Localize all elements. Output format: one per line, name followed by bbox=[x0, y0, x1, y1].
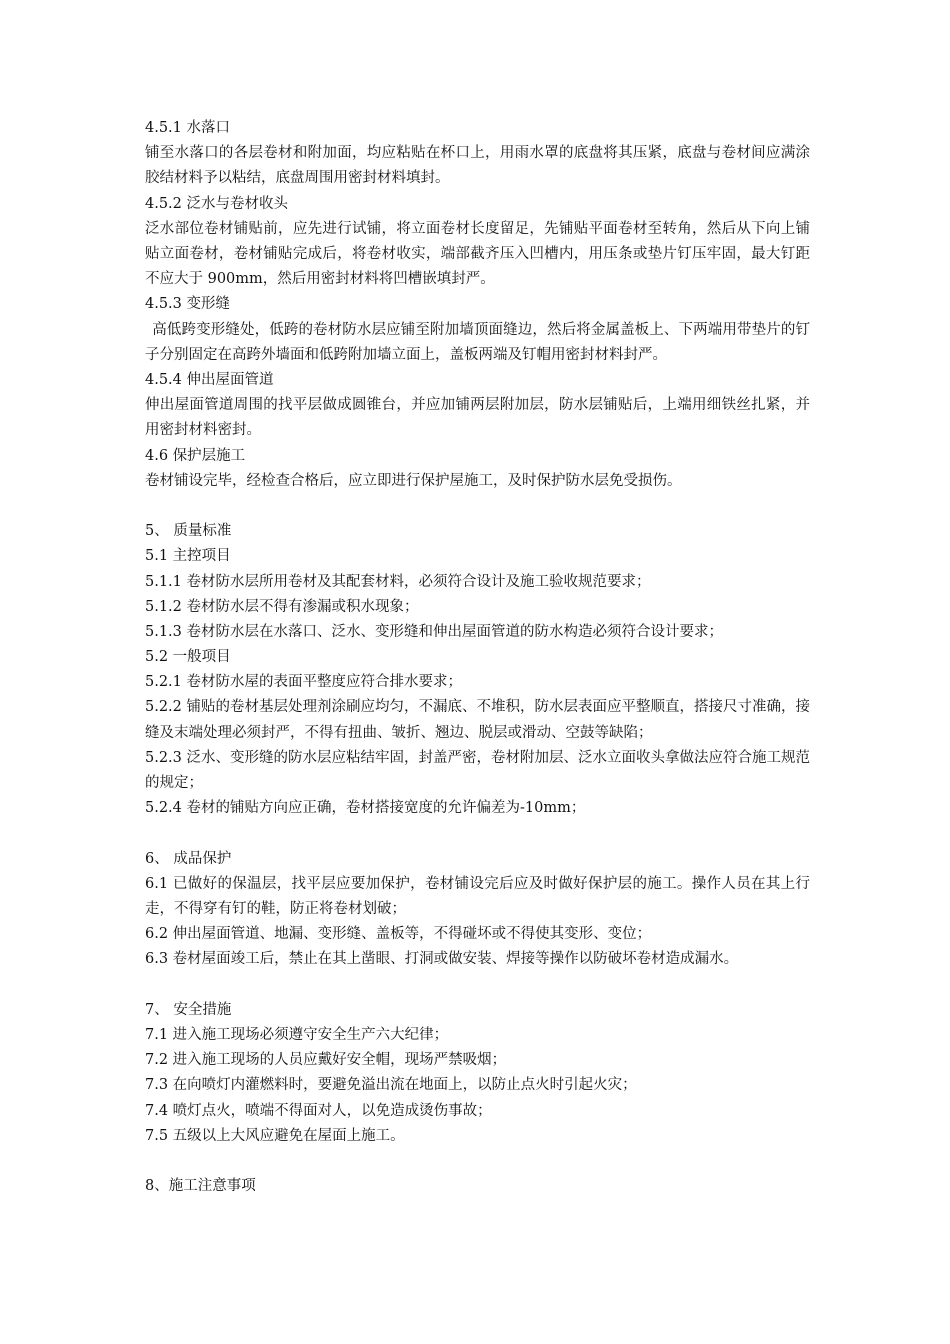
blank-line bbox=[145, 821, 810, 846]
item-5-2-3: 5.2.3 泛水、变形缝的防水层应粘结牢固，封盖严密，卷材附加层、泛水立面收头拿做法应符合施工规范的规定； bbox=[145, 749, 810, 792]
item-7-1: 7.1 进入施工现场必须遵守安全生产六大纪律； bbox=[145, 1027, 449, 1043]
item-5-2-4: 5.2.4 卷材的铺贴方向应正确，卷材搭接宽度的允许偏差为-10mm； bbox=[145, 800, 586, 817]
heading-4-5-2: 4.5.2 泛水与卷材收头 bbox=[145, 195, 289, 212]
paragraph-4-6: 卷材铺设完毕，经检查合格后，应立即进行保护屋施工，及时保护防水层免受损伤。 bbox=[145, 472, 682, 489]
paragraph-4-5-4: 伸出屋面管道周围的找平层做成圆锥台，并应加铺两层附加层，防水层铺贴后，上端用细铁丝扎紧，并用密封材料密封。 bbox=[145, 397, 810, 439]
heading-5-2: 5.2 一般项目 bbox=[145, 649, 231, 666]
heading-4-5-4: 4.5.4 伸出屋面管道 bbox=[145, 371, 274, 388]
item-5-1-3: 5.1.3 卷材防水层在水落口、泛水、变形缝和伸出屋面管道的防水构造必须符合设计要求； bbox=[145, 623, 723, 640]
blank-line bbox=[145, 1149, 810, 1174]
section-heading-6: 6、 成品保护 bbox=[145, 850, 232, 867]
heading-4-5-3: 4.5.3 变形缝 bbox=[145, 296, 231, 313]
heading-4-5-1: 4.5.1 水落口 bbox=[145, 120, 231, 136]
item-5-1-1: 5.1.1 卷材防水层所用卷材及其配套材料，必须符合设计及施工验收规范要求； bbox=[145, 573, 651, 590]
blank-line bbox=[145, 494, 810, 519]
heading-5-1: 5.1 主控项目 bbox=[145, 548, 231, 565]
item-7-5: 7.5 五级以上大风应避免在屋面上施工。 bbox=[145, 1127, 405, 1144]
paragraph-4-5-3: 高低跨变形缝处，低跨的卷材防水层应铺至附加墙顶面缝边，然后将金属盖板上、下两端用带垫片的钉子分别固定在高跨外墙面和低跨附加墙立面上，盖板两端及钉帽用密封材料封严。 bbox=[145, 321, 810, 363]
item-5-2-1: 5.2.1 卷材防水屋的表面平整度应符合排水要求； bbox=[145, 674, 463, 691]
blank-line bbox=[145, 973, 810, 998]
paragraph-4-5-2: 泛水部位卷材铺贴前，应先进行试铺，将立面卷材长度留足，先铺贴平面卷材至转角，然后从下向上铺贴立面卷材，卷材铺贴完成后，将卷材收实，端部截齐压入凹槽内，用压条或垫片钉压牢固，最大钉距不应大于 900mm，然后用密封材料将凹槽嵌填封严。 bbox=[145, 220, 810, 288]
section-heading-8: 8、施工注意事项 bbox=[145, 1178, 256, 1195]
section-heading-7: 7、 安全措施 bbox=[145, 1001, 232, 1018]
heading-4-6: 4.6 保护层施工 bbox=[145, 447, 246, 464]
paragraph-4-5-1: 铺至水落口的各层卷材和附加面，均应粘贴在杯口上，用雨水罩的底盘将其压紧，底盘与卷材间应满涂胶结材料予以粘结，底盘周围用密封材料填封。 bbox=[145, 145, 810, 187]
item-7-2: 7.2 进入施工现场的人员应戴好安全帽，现场严禁吸烟； bbox=[145, 1052, 507, 1069]
document-page bbox=[145, 116, 810, 1199]
item-7-4: 7.4 喷灯点火，喷端不得面对人，以免造成烫伤事故； bbox=[145, 1102, 492, 1119]
section-heading-5: 5、 质量标准 bbox=[145, 523, 232, 540]
item-6-1: 6.1 已做好的保温层，找平层应要加保护，卷材铺设完后应及时做好保护层的施工。操作人员在其上行走，不得穿有钉的鞋，防正将卷材划破； bbox=[145, 875, 810, 918]
item-5-2-2: 5.2.2 铺贴的卷材基层处理剂涂刷应均匀，不漏底、不堆积，防水层表面应平整顺直，搭接尺寸准确，接缝及末端处理必须封严，不得有扭曲、皱折、翘边、脱层或滑动、空鼓等缺陷； bbox=[145, 699, 810, 741]
item-6-2: 6.2 伸出屋面管道、地漏、变形缝、盖板等，不得碰坏或不得使其变形、变位； bbox=[145, 926, 652, 943]
item-7-3: 7.3 在向喷灯内灌燃料时，要避免溢出流在地面上，以防止点火时引起火灾； bbox=[145, 1077, 637, 1094]
item-6-3: 6.3 卷材屋面竣工后，禁止在其上凿眼、打洞或做安装、焊接等操作以防破坏卷材造成漏水。 bbox=[145, 951, 739, 968]
item-5-1-2: 5.1.2 卷材防水层不得有渗漏或积水现象； bbox=[145, 598, 419, 615]
